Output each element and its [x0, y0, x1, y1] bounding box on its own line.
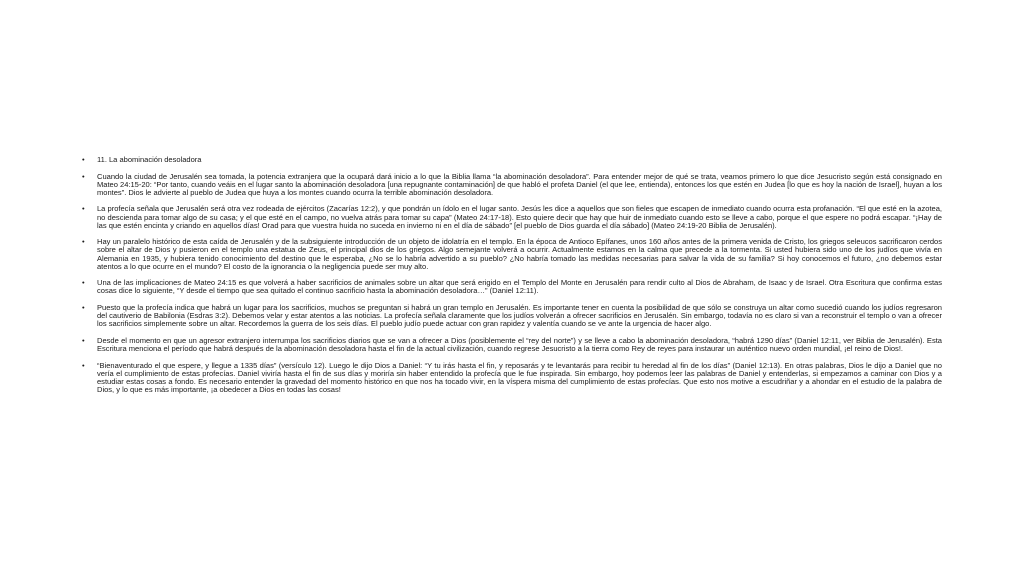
bullet-text: La profecía señala que Jerusalén será otra vez rodeada de ejércitos (Zacarías 12:2), y que pondrán un ídolo en el lugar santo. Jesús les dice a aquellos que son fieles que escapen de inmediato cuando ocurra esta profanación. “El que esté en la azotea, no descienda para tomar algo de su casa; y el que esté en el campo, no vuelva atrás para tomar su capa” (Mateo 24:17-18). Esto quiere decir que hay que huir de inmediato cuando esto se lleve a cabo, porque el que espere no podrá escapar. “¡Hay de las que estén encinta y criando en aquellos días! Orad para que vuestra huida no suceda en invierno ni en el día de sábado” [el pueblo de Dios guarda el día sábado] (Mateo 24:19-20 Biblia de Jerusalén).	[97, 204, 942, 230]
bullet-dot: •	[82, 335, 85, 345]
bullet-item-title	[82, 156, 942, 164]
bullet-dot: •	[82, 204, 85, 214]
bullet-text: Hay un paralelo histórico de esta caída de Jerusalén y de la subsiguiente introducción de un objeto de idolatría en el templo. En la época de Antioco Epífanes, unos 160 años antes de la primera venida de Cristo, los griegos seleucos sacrificaron cerdos sobre el altar de Dios y pusieron en el templo una estatua de Zeus, el principal dios de los griegos. Algo semejante volverá a ocurrir. Actualmente estamos en la calma que precede a la tormenta. Si usted hubiera sido uno de los judíos que vivía en Alemania en 1935, y hubiera tenido conocimiento del destino que le esperaba, ¿No se lo habría advertido a su pueblo? ¿No habría tomado las medidas necesarias para salvar la vida de su familia? Si hoy conocemos el futuro, ¿no debemos estar atentos a lo que ocurre en el mundo? El costo de la ignorancia o la negligencia puede ser muy alto.	[97, 237, 942, 271]
bullet-dot: •	[82, 237, 85, 247]
bullet-item-historical-parallel	[82, 238, 942, 271]
bullet-dot: •	[82, 278, 85, 288]
bullet-text: 11. La abominación desoladora	[97, 155, 202, 164]
slide-body	[82, 156, 942, 403]
bullet-item-temple	[82, 304, 942, 328]
bullet-text: Cuando la ciudad de Jerusalén sea tomada, la potencia extranjera que la ocupará dará inicio a lo que la Biblia llama “la abominación desoladora”. Para entender mejor de qué se trata, veamos primero lo que dice Jesucristo según está consignado en Mateo 24:15-20: “Por tanto, cuando veáis en el lugar santo la abominación desoladora [una repugnante contaminación] de que habló el profeta Daniel (el que lee, entienda), entonces los que estén en Judea [lo que es hoy la nación de Israel], huyan a los montes”. Dios le advierte al pueblo de Judea que huya a los montes cuando ocurra la terrible abominación desoladora.	[97, 171, 942, 197]
bullet-text: Desde el momento en que un agresor extranjero interrumpa los sacrificios diarios que se van a ofrecer a Dios (posiblemente el “rey del norte”) y se lleve a cabo la abominación desoladora, “habrá 1290 días” (Daniel 12:11, ver Biblia de Jerusalén). Esta Escritura menciona el período que habrá después de la abominación desoladora hasta el fin de la actual civilización, cuando regrese Jesucristo a la tierra como Rey de reyes para instaurar un auténtico nuevo orden mundial, ¡el reino de Dios!.	[97, 335, 942, 353]
bullet-item-1290-days	[82, 337, 942, 353]
bullet-text: Puesto que la profecía indica que habrá un lugar para los sacrificios, muchos se preguntan si habrá un gran templo en Jerusalén. Es importante tener en cuenta la posibilidad de que sólo se construya un altar como sucedió cuando los judíos regresaron del cautiverio de Babilonia (Esdras 3:2). Debemos velar y estar atentos a las noticias. La profecía señala claramente que los judíos volverán a ofrecer sacrificios en Jerusalén. Sin embargo, todavía no es claro si van a reconstruir el templo o van a ofrecer los sacrificios simplemente sobre un altar. Recordemos la guerra de los seis días. El pueblo judío puede actuar con gran rapidez y valentía cuando se ve ante la urgencia de hacer algo.	[97, 302, 942, 329]
bullet-dot: •	[82, 155, 85, 164]
bullet-dot: •	[82, 171, 85, 181]
bullet-item-1335-days	[82, 362, 942, 395]
bullet-item-intro	[82, 173, 942, 197]
bullet-dot: •	[82, 302, 85, 312]
bullet-text: Una de las implicaciones de Mateo 24:15 es que volverá a haber sacrificios de animales sobre un altar que será erigido en el Templo del Monte en Jerusalén para rendir culto al Dios de Abraham, de Isaac y de Israel. Otra Escritura que confirma estas cosas dice lo siguiente, “Y desde el tiempo que sea quitado el continuo sacrificio hasta la abominación desoladora…” (Daniel 12:11).	[97, 278, 942, 296]
bullet-list	[82, 156, 942, 394]
bullet-dot: •	[82, 360, 85, 370]
bullet-text: “Bienaventurado el que espere, y llegue a 1335 días” (versículo 12). Luego le dijo Dios a Daniel: “Y tu irás hasta el fin, y reposarás y te levantarás para recibir tu heredad al fin de los días” (Daniel 12:13). En otras palabras, Dios le dijo a Daniel que no vería el cumplimiento de estas profecías. Daniel viviría hasta el fin de sus días y moriría sin haber entendido la profecía que le fue inspirada. Sin embargo, hoy podemos leer las palabras de Daniel y entenderlas, si empezamos a caminar con Dios y a estudiar estas cosas a fondo. Es necesario entender la gravedad del momento histórico en que nos ha tocado vivir, en la víspera misma del cumplimiento de estas profecías. Que esto nos motive a escudriñar y a ahondar en el estudio de la palabra de Dios, y lo que es más importante, ¡a obedecer a Dios en todas las cosas!	[97, 360, 942, 395]
bullet-item-sacrifices	[82, 279, 942, 295]
bullet-item-prophecy	[82, 205, 942, 229]
